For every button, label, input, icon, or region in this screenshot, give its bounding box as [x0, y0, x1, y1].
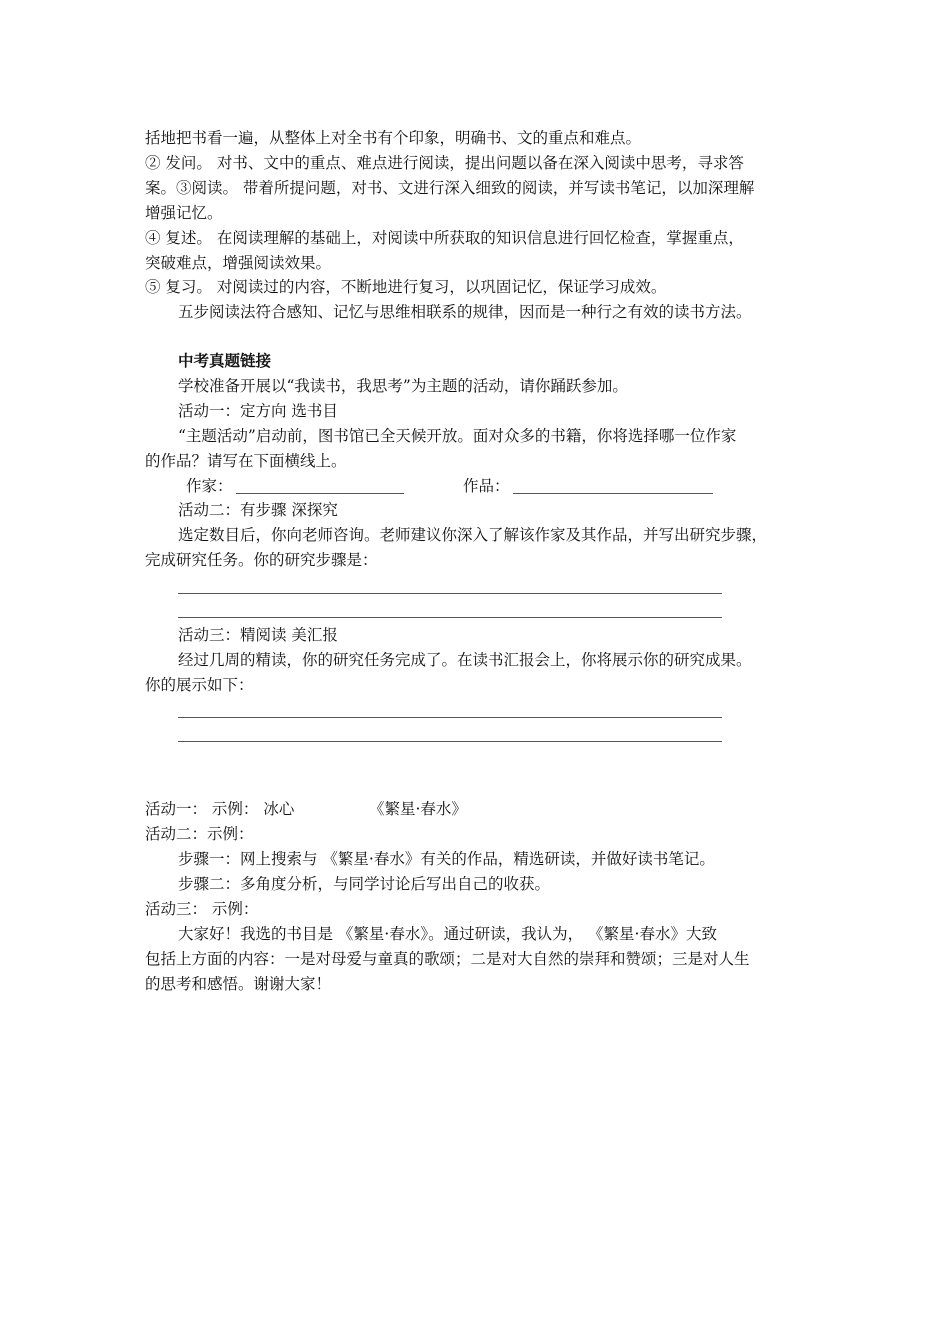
activity-two-text: 完成研究任务。你的研究步骤是：: [145, 551, 378, 569]
author-blank[interactable]: [236, 493, 404, 494]
method-line: 括地把书看一遍，从整体上对全书有个印象，明确书、文的重点和难点。: [145, 129, 642, 147]
method-step-read: 案。③阅读。 带着所提问题，对书、文进行深入细致的阅读，并写读书笔记，以加深理解: [145, 179, 755, 197]
answer-book-title: 《繁星·春水》: [369, 800, 467, 818]
answer-speech-line: 大家好！我选的书目是 《繁星·春水》。通过研读，我认为， 《繁星·春水》大致: [178, 925, 717, 943]
activity-three-text: 你的展示如下：: [145, 676, 254, 694]
activity-three-text: 经过几周的精读，你的研究任务完成了。在读书汇报会上，你将展示你的研究成果。: [178, 651, 752, 669]
method-step-review: ⑤ 复习。 对阅读过的内容，不断地进行复习，以巩固记忆，保证学习成效。: [145, 278, 667, 296]
answer-activity-three: 活动三： 示例：: [145, 900, 259, 918]
answer-activity-two: 活动二：示例：: [145, 825, 254, 843]
answer-blank-line[interactable]: [178, 617, 722, 618]
answer-speech-line: 包括上方面的内容：一是对母爱与童真的歌颂；二是对大自然的崇拜和赞颂；三是对人生: [145, 950, 750, 968]
method-step-ask: ② 发问。 对书、文中的重点、难点进行阅读，提出问题以备在深入阅读中思考，寻求答: [145, 154, 744, 172]
exam-intro: 学校准备开展以“我读书，我思考”为主题的活动，请你踊跃参加。: [178, 377, 628, 395]
exam-heading: 中考真题链接: [178, 352, 272, 370]
method-step-retell: ④ 复述。 在阅读理解的基础上，对阅读中所获取的知识信息进行回忆检查，掌握重点，: [145, 229, 744, 247]
answer-activity-one: 活动一： 示例： 冰心: [145, 800, 295, 818]
answer-blank-line[interactable]: [178, 593, 722, 594]
method-summary: 五步阅读法符合感知、记忆与思维相联系的规律，因而是一种行之有效的读书方法。: [178, 303, 752, 321]
activity-two-title: 活动二：有步骤 深探究: [178, 501, 338, 519]
answer-blank-line[interactable]: [178, 717, 722, 718]
answer-step-two: 步骤二：多角度分析，与同学讨论后写出自己的收获。: [178, 875, 551, 893]
activity-one-text: “主题活动”启动前，图书馆已全天候开放。面对众多的书籍，你将选择哪一位作家: [178, 427, 737, 445]
answer-blank-line[interactable]: [178, 741, 722, 742]
answer-step-one: 步骤一：网上搜索与 《繁星·春水》有关的作品，精选研读，并做好读书笔记。: [178, 850, 715, 868]
activity-two-text: 选定数目后，你向老师咨询。老师建议你深入了解该作家及其作品，并写出研究步骤，: [178, 526, 768, 544]
author-label: 作家：: [186, 477, 233, 495]
activity-one-text: 的作品？请写在下面横线上。: [145, 452, 347, 470]
method-line: 突破难点，增强阅读效果。: [145, 254, 332, 272]
work-label: 作品：: [463, 477, 510, 495]
activity-one-title: 活动一：定方向 选书目: [178, 402, 338, 420]
method-line: 增强记忆。: [145, 204, 223, 222]
work-blank[interactable]: [513, 493, 713, 494]
activity-three-title: 活动三：精阅读 美汇报: [178, 626, 338, 644]
answer-speech-line: 的思考和感悟。谢谢大家！: [145, 975, 332, 993]
